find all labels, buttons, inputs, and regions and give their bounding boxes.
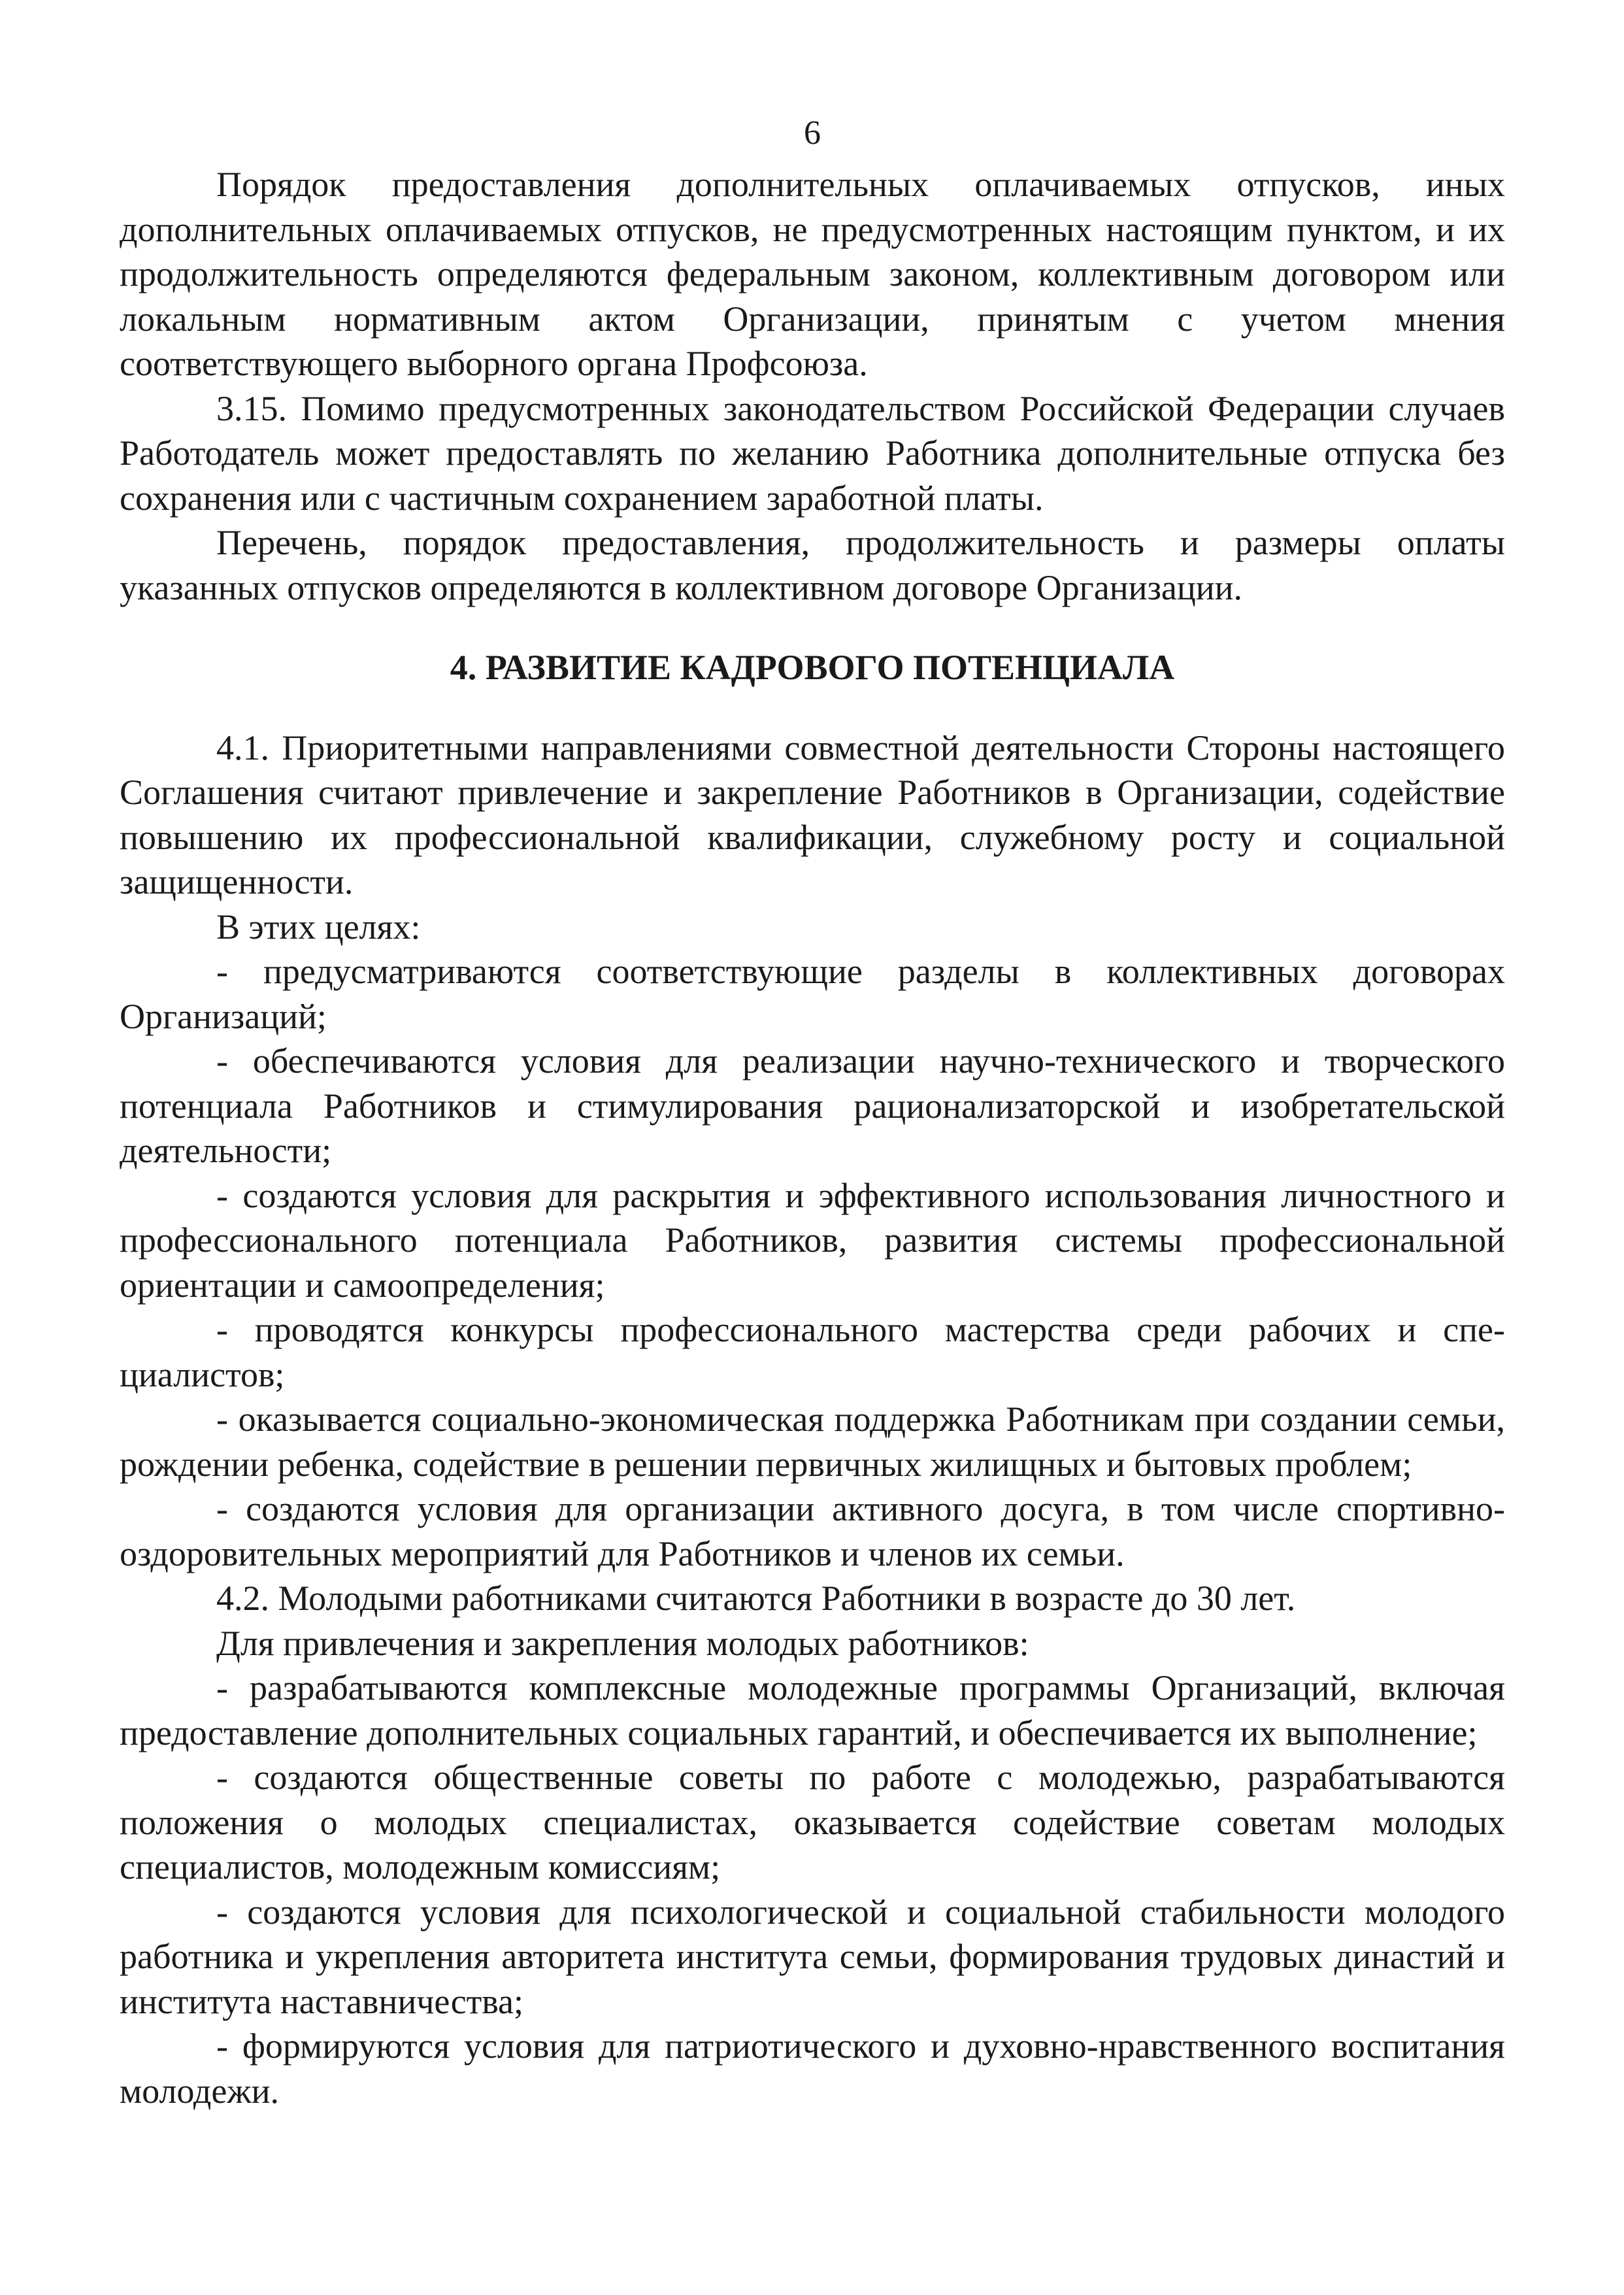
paragraph-4-1: 4.1. Приоритетными направлениями совместной деятельности Стороны настоящего Соглашения считают привлечение и закрепление Работников в Организации, содействие повышению их профессиональной квалификации, служебному росту и социальной защищенности. [120,728,1505,901]
list-item-social-support: - оказывается социально-экономическая поддержка Работникам при создании семьи, рождении ребенка, содействие в решении первичных жилищных и бытовых проблем; [120,1399,1505,1484]
list-item-youth-programs: - разрабатываются комплексные молодежные программы Организаций, включая предоставление дополнительных социальных гарантий, и обеспечивается их выполнение; [120,1668,1505,1752]
paragraph-4-2: 4.2. Молодыми работниками считаются Работники в возрасте до 30 лет. [216,1579,1296,1618]
paragraph-youth-intro: Для привлечения и закрепления молодых работников: [216,1623,1029,1663]
list-item-skill-contests: - проводятся конкурсы профессионального мастерства среди рабочих и специалистов; [120,1310,1505,1394]
list-item-youth-councils: - создаются общественные советы по работе с молодежью, разрабатываются положения о молодых специалистах, оказывается содействие советам молодых специалистов, молодежным комиссиям; [120,1758,1505,1886]
document-page [120,111,1505,2113]
paragraph-3-15: 3.15. Помимо предусмотренных законодательством Российской Федерации случаев Работодатель может предоставлять по желанию Работника дополнительные отпуска без сохранения или с частичным сохранением заработной платы. [120,388,1505,518]
list-item-contract-sections: - предусматриваются соответствующие разделы в коллективных договорах Организаций; [120,952,1505,1036]
list-item-innovation-conditions: - обеспечиваются условия для реализации научно-технического и творческого потенциала Работников и стимулирования рационализаторской и изобретательской деятельности; [120,1041,1505,1170]
paragraph-vacation-procedure: Порядок предоставления дополнительных оплачиваемых отпусков, иных дополнительных оплачиваемых отпусков, не предусмотренных настоящим пунктом, и их продолжительность определяются федеральным законом, коллективным договором или локальным нормативным актом Организации, принятым с учетом мнения соответствующего выборного органа Профсоюза. [120,165,1505,383]
section-heading-4: 4. РАЗВИТИЕ КАДРОВОГО ПОТЕНЦИАЛА [450,648,1175,687]
paragraph-vacation-list: Перечень, порядок предоставления, продолжительность и размеры оплаты указанных отпусков определяются в коллективном договоре Организации. [120,523,1505,607]
list-item-stability-conditions: - создаются условия для психологической и социальной стабильности молодого работника и укрепления авторитета института семьи, формирования трудовых династий и института наставничества; [120,1892,1505,2021]
list-item-leisure-conditions: - создаются условия для организации активного досуга, в том числе спортивно-оздоровительных мероприятий для Работников и членов их семьи. [120,1489,1505,1573]
list-item-patriotic-education: - формируются условия для патриотического и духовно-нравственного воспитания молодежи. [120,2026,1505,2111]
paragraph-goals-intro: В этих целях: [216,907,421,946]
list-item-potential-development: - создаются условия для раскрытия и эффективного использования личностного и профессионального потенциала Работников, развития системы профессиональной ориентации и самоопределения; [120,1175,1505,1305]
page-number: 6 [804,114,821,152]
